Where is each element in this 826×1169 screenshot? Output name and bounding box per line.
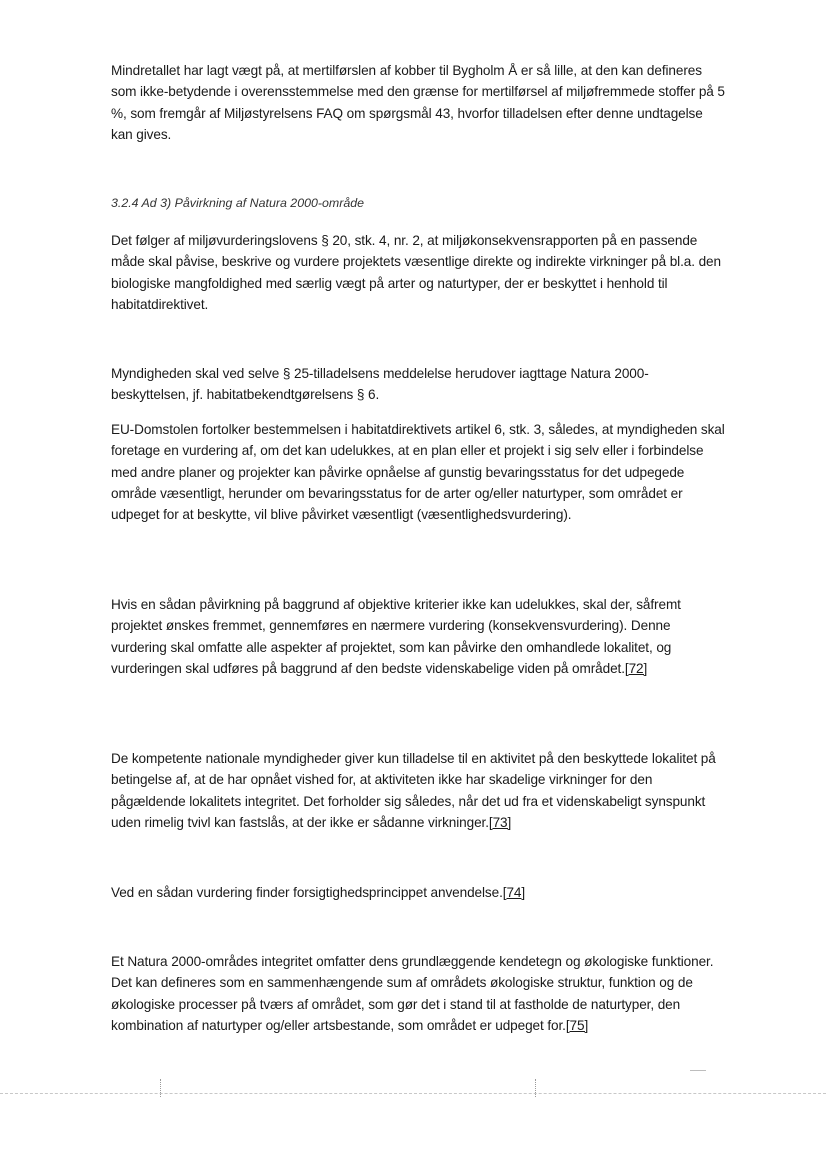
scan-artifact-line <box>0 1093 826 1094</box>
paragraph-text: Et Natura 2000-områdes integritet omfatter dens grundlæggende kendetegn og økologiske funktioner. Det kan defineres som en sammenhængende sum af områdets økologiske struktur, funktion og de økologiske processer på tværs af området, som gør det i stand til at fastholde de naturtyper, den kombination af naturtyper og/eller artsbestande, som området er udpeget for. <box>111 954 714 1033</box>
scan-artifact-dash <box>690 1070 706 1071</box>
footnote-link-72[interactable]: [72] <box>624 660 648 676</box>
paragraph-text: De kompetente nationale myndigheder giver kun tilladelse til en aktivitet på den beskyttede lokalitet på betingelse af, at de har opnået vished for, at aktiviteten ikke har skadelige virkninger for den pågældende lokalitets integritet. Det forholder sig således, når det ud fra et videnskabeligt synspunkt uden rimelig tvivl kan fastslås, at der ikke er sådanne virkninger. <box>111 751 716 830</box>
footnote-link-73[interactable]: [73] <box>488 814 512 830</box>
footnote-link-74[interactable]: [74] <box>502 885 526 900</box>
paragraph-natura2000-integrity <box>111 951 726 1036</box>
paragraph-impact-assessment <box>111 594 726 679</box>
paragraph-text: EU-Domstolen fortolker bestemmelsen i habitatdirektivets artikel 6, stk. 3, således, at myndigheden skal foretage en vurdering af, om det kan udelukkes, at en plan eller et projekt i sig selv eller i forbindelse med andre planer og projekter kan påvirke opnåelse af gunstig bevaringsstatus for det udpegede område væsentligt, herunder om bevaringsstatus for de arter og/eller naturtyper, som området er udpeget for at beskytte, vil blive påvirket væsentligt (væsentlighedsvurdering). <box>111 422 725 523</box>
footnote-link-75[interactable]: [75] <box>565 1017 589 1033</box>
scan-artifact-mark-left <box>160 1079 164 1097</box>
paragraph-text: Ved en sådan vurdering finder forsigtighedsprincippet anvendelse. <box>111 885 503 900</box>
section-heading: 3.2.4 Ad 3) Påvirkning af Natura 2000-område <box>111 196 365 210</box>
paragraph-environmental-assessment-law <box>111 230 726 315</box>
paragraph-text: Myndigheden skal ved selve § 25-tilladelsens meddelelse herudover iagttage Natura 2000-beskyttelsen, jf. habitatbekendtgørelsens § 6. <box>111 366 649 403</box>
paragraph-authority-natura2000 <box>111 363 726 406</box>
paragraph-precautionary-principle <box>111 882 726 903</box>
paragraph-minority-opinion <box>111 60 726 145</box>
paragraph-eu-court-interpretation <box>111 419 726 525</box>
paragraph-text: Det følger af miljøvurderingslovens § 20, stk. 4, nr. 2, at miljøkonsekvensrapporten på en passende måde skal påvise, beskrive og vurdere projektets væsentlige direkte og indirekte virkninger på bl.a. den biologiske mangfoldighed med særlig vægt på arter og naturtyper, der er beskyttet i henhold til habitatdirektivet. <box>111 233 721 312</box>
paragraph-text: Hvis en sådan påvirkning på baggrund af objektive kriterier ikke kan udelukkes, skal der, såfremt projektet ønskes fremmet, gennemføres en nærmere vurdering (konsekvensvurdering). Denne vurdering skal omfatte alle aspekter af projektet, som kan påvirke den omhandlede lokalitet, og vurderingen skal udføres på baggrund af den bedste videnskabelige viden på området. <box>111 597 681 676</box>
scan-artifact-mark-right <box>535 1079 539 1097</box>
paragraph-text: Mindretallet har lagt vægt på, at mertilførslen af kobber til Bygholm Å er så lille, at den kan defineres som ikke-betydende i overensstemmelse med den grænse for mertilførsel af miljøfremmede stoffer på 5 %, som fremgår af Miljøstyrelsens FAQ om spørgsmål 43, hvorfor tilladelsen efter denne undtagelse kan gives. <box>111 63 725 142</box>
paragraph-competent-authorities <box>111 748 726 833</box>
